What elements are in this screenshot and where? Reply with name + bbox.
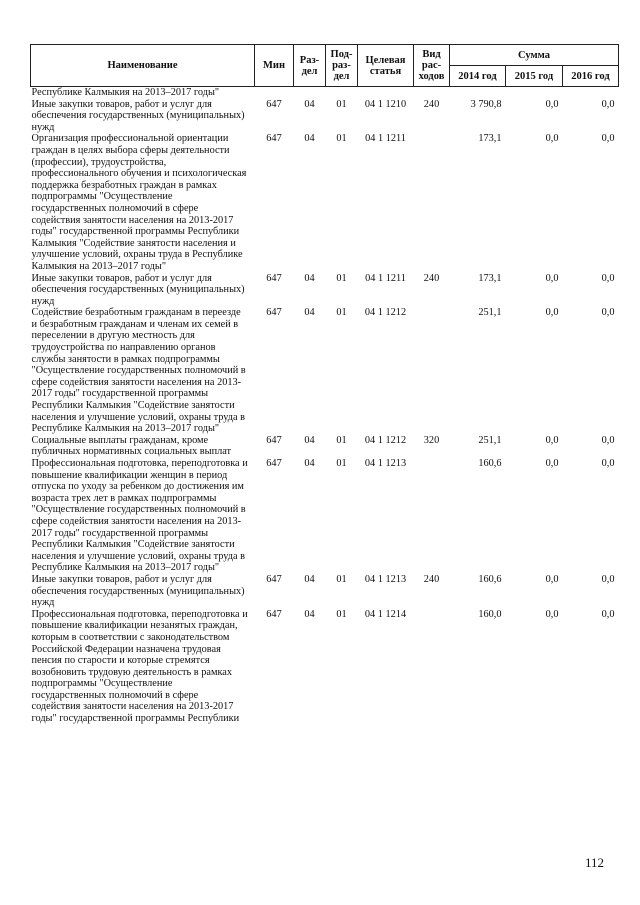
row-sum-2014: 160,6 bbox=[478, 573, 502, 585]
row-target-article: 04 1 1214 bbox=[364, 608, 407, 620]
row-name: Республике Калмыкия на 2013–2017 годы" bbox=[31, 87, 220, 98]
header-razdel: Раз-дел bbox=[294, 45, 326, 87]
row-podrazdel: 01 bbox=[336, 573, 347, 585]
row-sum-2016: 0,0 bbox=[601, 307, 615, 319]
row-target-article: 04 1 1213 bbox=[364, 573, 407, 585]
row-podrazdel: 01 bbox=[336, 434, 347, 446]
row-podrazdel: 01 bbox=[336, 458, 347, 469]
row-sum-2015 bbox=[506, 87, 563, 99]
row-target-article: 04 1 1212 bbox=[364, 307, 407, 319]
row-sum-2016: 0,0 bbox=[601, 458, 615, 469]
row-podrazdel: 01 bbox=[336, 133, 347, 145]
row-razdel: 04 bbox=[304, 608, 315, 620]
header-target-article: Целевая статья bbox=[358, 45, 414, 87]
row-expense-type bbox=[414, 609, 450, 725]
row-expense-type bbox=[414, 458, 450, 574]
row-sum-2016: 0,0 bbox=[601, 434, 615, 446]
row-razdel bbox=[294, 87, 326, 99]
row-expense-type bbox=[414, 133, 450, 272]
row-min bbox=[255, 87, 294, 99]
row-min: 647 bbox=[266, 573, 282, 585]
row-min: 647 bbox=[266, 458, 282, 469]
row-podrazdel: 01 bbox=[336, 608, 347, 620]
header-name: Наименование bbox=[31, 45, 255, 87]
header-2016: 2016 год bbox=[563, 66, 619, 87]
table-row bbox=[31, 574, 619, 609]
row-sum-2014: 173,1 bbox=[478, 133, 502, 145]
row-name: Иные закупки товаров, работ и услуг для обеспечения государственных (муниципальных) нужд bbox=[31, 272, 245, 307]
row-razdel: 04 bbox=[304, 434, 315, 446]
row-min: 647 bbox=[266, 272, 282, 284]
row-sum-2014: 160,6 bbox=[478, 458, 502, 469]
row-expense-type bbox=[414, 87, 450, 99]
row-razdel: 04 bbox=[304, 307, 315, 319]
row-sum-2015: 0,0 bbox=[545, 272, 559, 284]
row-target-article: 04 1 1212 bbox=[364, 434, 407, 446]
row-razdel: 04 bbox=[304, 573, 315, 585]
header-min: Мин bbox=[255, 45, 294, 87]
row-podrazdel bbox=[326, 87, 358, 99]
document-page bbox=[30, 44, 618, 725]
row-name: Иные закупки товаров, работ и услуг для обеспечения государственных (муниципальных) нужд bbox=[31, 573, 245, 609]
header-2015: 2015 год bbox=[506, 66, 563, 87]
row-sum-2016: 0,0 bbox=[601, 573, 615, 585]
row-sum-2014: 251,1 bbox=[478, 434, 502, 446]
row-expense-type: 320 bbox=[423, 434, 440, 446]
row-name: Содействие безработным гражданам в переезде и безработным гражданам и членам их семей в переселении в другую местность для трудоустройства по направлению органов службы занятости в рамках подпрограммы "Осуществление государственных полномочий в сфере содействия занятости населения на 2013-2017 годы" государственной программы Республики Калмыкия "Содействие занятости населения и улучшение условий, охраны труда в Республике Калмыкия на 2013–2017 годы" bbox=[31, 307, 246, 435]
table-row bbox=[31, 99, 619, 134]
table-row bbox=[31, 609, 619, 725]
table-body bbox=[31, 87, 619, 725]
table-row bbox=[31, 87, 619, 99]
row-sum-2016: 0,0 bbox=[601, 133, 615, 145]
row-name: Организация профессиональной ориентации граждан в целях выбора сферы деятельности (профессии), трудоустройства, профессионального обучения и психологическая поддержка безработных граждан в рамках подпрограммы "Осуществление государственных полномочий в сфере содействия занятости населения на 2013-2017 годы" государственной программы Республики Калмыкия "Содействие занятости населения и улучшение условий, охраны труда в Республике Калмыкия на 2013–2017 годы" bbox=[31, 133, 247, 272]
row-sum-2016 bbox=[563, 87, 619, 99]
table-row bbox=[31, 458, 619, 574]
row-razdel: 04 bbox=[304, 458, 315, 469]
row-sum-2015: 0,0 bbox=[545, 98, 559, 110]
table-row bbox=[31, 273, 619, 308]
row-name: Профессиональная подготовка, переподготовка и повышение квалификации женщин в период отпуска по уходу за ребенком до достижения им возраста трех лет в рамках подпрограммы "Осуществление государственных полномочий в сфере содействия занятости населения на 2013-2017 годы" государственной программы Республики Калмыкия "Содействие занятости населения и улучшение условий, охраны труда в Республике Калмыкия на 2013–2017 годы" bbox=[31, 458, 248, 574]
header-2014: 2014 год bbox=[450, 66, 506, 87]
row-expense-type: 240 bbox=[423, 98, 440, 110]
row-name: Социальные выплаты гражданам, кроме публичных нормативных социальных выплат bbox=[31, 434, 232, 458]
row-name: Профессиональная подготовка, переподготовка и повышение квалификации незанятых граждан, которым в соответствии с законодательством Российской Федерации назначена трудовая пенсия по старости и которые стремятся возобновить трудовую деятельность в рамках подпрограммы "Осуществление государственных полномочий в сфере содействия занятости населения на 2013-2017 годы" государственной программы Республики bbox=[31, 608, 248, 725]
row-expense-type bbox=[414, 307, 450, 435]
table-row bbox=[31, 435, 619, 458]
row-target-article: 04 1 1211 bbox=[365, 133, 406, 145]
row-target-article bbox=[358, 87, 414, 99]
row-sum-2015: 0,0 bbox=[545, 434, 559, 446]
table-header bbox=[31, 45, 619, 87]
row-min: 647 bbox=[266, 608, 282, 620]
row-min: 647 bbox=[266, 133, 282, 145]
row-sum-2014: 173,1 bbox=[478, 272, 502, 284]
row-expense-type: 240 bbox=[423, 573, 440, 585]
row-sum-2016: 0,0 bbox=[601, 608, 615, 620]
row-sum-2015: 0,0 bbox=[545, 608, 559, 620]
header-sum: Сумма bbox=[450, 45, 619, 66]
row-sum-2015: 0,0 bbox=[545, 458, 559, 469]
header-podrazdel: Под-раз-дел bbox=[326, 45, 358, 87]
row-sum-2016: 0,0 bbox=[601, 98, 615, 110]
row-sum-2015: 0,0 bbox=[545, 133, 559, 145]
row-sum-2014: 251,1 bbox=[478, 307, 502, 319]
row-min: 647 bbox=[266, 434, 282, 446]
row-podrazdel: 01 bbox=[336, 98, 347, 110]
table-row bbox=[31, 307, 619, 435]
row-sum-2014 bbox=[450, 87, 506, 99]
row-target-article: 04 1 1213 bbox=[364, 458, 407, 469]
row-sum-2015: 0,0 bbox=[545, 573, 559, 585]
row-razdel: 04 bbox=[304, 272, 315, 284]
row-razdel: 04 bbox=[304, 98, 315, 110]
row-target-article: 04 1 1211 bbox=[365, 272, 406, 284]
row-razdel: 04 bbox=[304, 133, 315, 145]
page-number: 112 bbox=[585, 855, 605, 870]
row-expense-type: 240 bbox=[423, 272, 440, 284]
row-sum-2015: 0,0 bbox=[545, 307, 559, 319]
header-expense-type: Вид рас-ходов bbox=[414, 45, 450, 87]
row-name: Иные закупки товаров, работ и услуг для обеспечения государственных (муниципальных) нужд bbox=[31, 98, 245, 133]
budget-table bbox=[30, 44, 619, 725]
row-min: 647 bbox=[266, 98, 282, 110]
row-min: 647 bbox=[266, 307, 282, 319]
row-podrazdel: 01 bbox=[336, 307, 347, 319]
row-sum-2014: 160,0 bbox=[478, 608, 502, 620]
row-sum-2014: 3 790,8 bbox=[470, 98, 502, 110]
table-row bbox=[31, 133, 619, 272]
row-target-article: 04 1 1210 bbox=[364, 98, 407, 110]
row-podrazdel: 01 bbox=[336, 272, 347, 284]
row-sum-2016: 0,0 bbox=[601, 272, 615, 284]
